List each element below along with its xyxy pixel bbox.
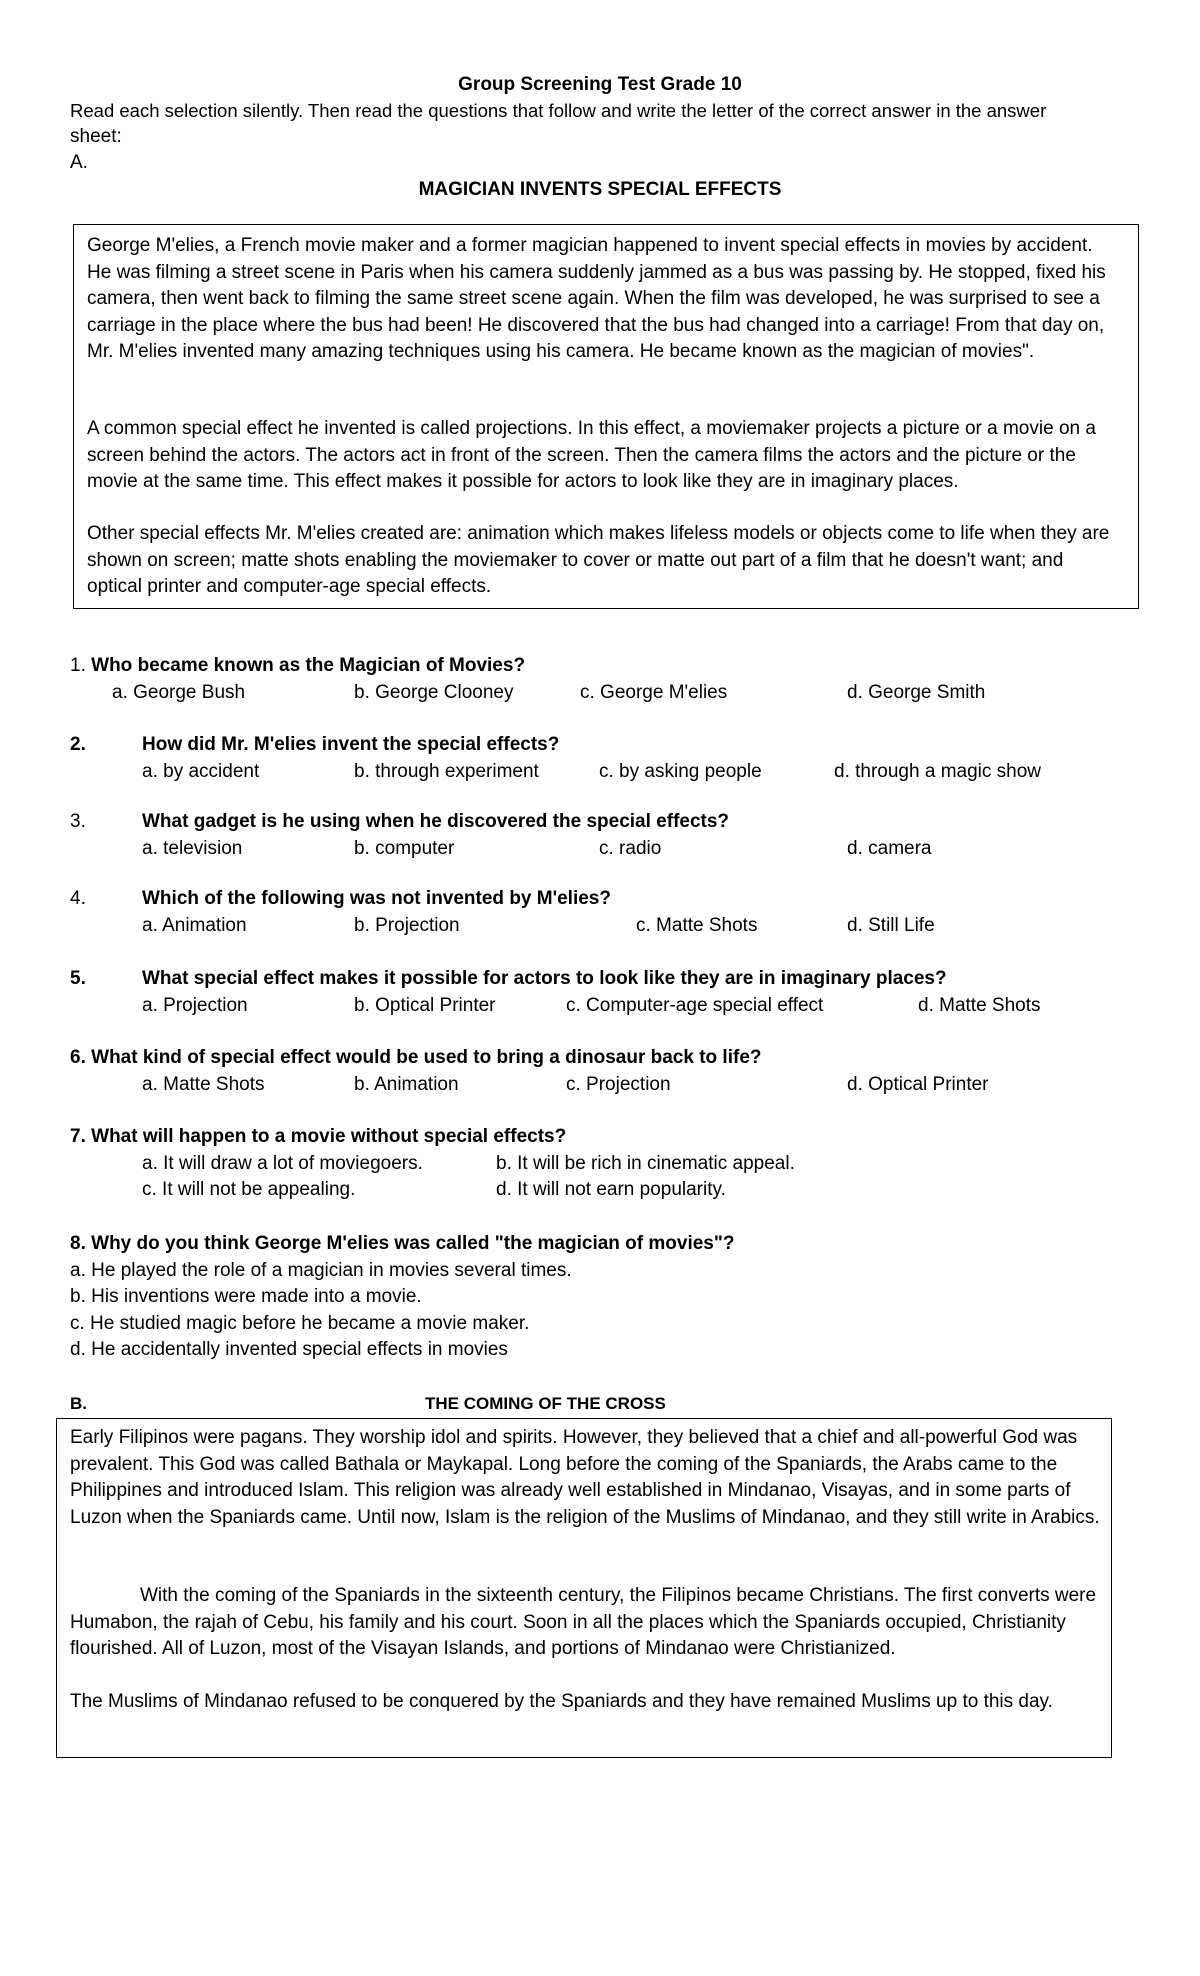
option: b. Projection	[354, 915, 460, 936]
question-number: 1.	[70, 655, 86, 676]
option: b. His inventions were made into a movie.	[70, 1286, 422, 1307]
question-7	[70, 1124, 566, 1149]
option: b. computer	[354, 838, 455, 859]
option: c. radio	[599, 838, 662, 859]
question-text: What will happen to a movie without special effects?	[91, 1126, 567, 1147]
option: c. It will not be appealing.	[142, 1179, 356, 1200]
option: b. George Clooney	[354, 682, 514, 703]
question-text: Why do you think George M'elies was called "the magician of movies"?	[91, 1233, 735, 1254]
passage-a-paragraph-3: Other special effects Mr. M'elies created are: animation which makes lifeless models or objects come to life when they are shown on screen; matte shots enabling the moviemaker to cover or matte out part of a film that he doesn't want; and optical printer and computer-age special effects.	[87, 523, 1110, 597]
question-2-number: 2.	[70, 734, 86, 755]
section-a-title: MAGICIAN INVENTS SPECIAL EFFECTS	[418, 179, 782, 200]
option: b. It will be rich in cinematic appeal.	[496, 1153, 795, 1174]
page-title: Group Screening Test Grade 10	[458, 74, 742, 95]
option: a. He played the role of a magician in movies several times.	[70, 1260, 572, 1281]
passage-b-paragraph-1: Early Filipinos were pagans. They worship idol and spirits. However, they believed that a chief and all-powerful God was prevalent. This God was called Bathala or Maykapal. Long before the coming of the Spaniards, the Arabs came to the Philippines and introduced Islam. This religion was already well established in Mindanao, Visayas, and in some parts of Luzon when the Spaniards came. Until now, Islam is the religion of the Muslims of Mindanao, and they still write in Arabics.	[70, 1427, 1100, 1528]
option: d. camera	[847, 838, 932, 859]
passage-b-paragraph-3: The Muslims of Mindanao refused to be conquered by the Spaniards and they have remained Muslims up to this day.	[70, 1691, 1053, 1712]
section-b-title: THE COMING OF THE CROSS	[425, 1394, 666, 1413]
option: a. Animation	[142, 915, 247, 936]
option: b. through experiment	[354, 761, 539, 782]
passage-b-box	[56, 1418, 1112, 1758]
option: c. Matte Shots	[636, 915, 758, 936]
option: a. It will draw a lot of moviegoers.	[142, 1153, 423, 1174]
passage-a-box	[73, 224, 1139, 609]
question-3-number: 3.	[70, 811, 86, 832]
option: c. Projection	[566, 1074, 671, 1095]
option: a. Projection	[142, 995, 248, 1016]
option: c. He studied magic before he became a movie maker.	[70, 1313, 530, 1334]
question-6	[70, 1045, 762, 1070]
option: d. It will not earn popularity.	[496, 1179, 726, 1200]
option: a. George Bush	[112, 682, 246, 703]
question-number: 6.	[70, 1047, 86, 1068]
passage-a-paragraph-1: George M'elies, a French movie maker and a former magician happened to invent special effects in movies by accident. He was filming a street scene in Paris when his camera suddenly jammed as a bus was passing by. He stopped, fixed his camera, then went back to filming the same street scene again. When the film was developed, he was surprised to see a carriage in the place where the bus had been! He discovered that the bus had changed into a carriage! From that day on, Mr. M'elies invented many amazing techniques using his camera. He became known as the magician of movies".	[87, 235, 1106, 362]
question-5-text: What special effect makes it possible for actors to look like they are in imaginary places?	[142, 968, 947, 989]
question-3-text: What gadget is he using when he discovered the special effects?	[142, 811, 730, 832]
option: a. by accident	[142, 761, 260, 782]
option: d. He accidentally invented special effects in movies	[70, 1339, 508, 1360]
option: a. television	[142, 838, 243, 859]
instructions-line-2: sheet:	[70, 126, 122, 147]
question-1	[70, 653, 525, 678]
passage-b-paragraph-2: With the coming of the Spaniards in the sixteenth century, the Filipinos became Christians. The first converts were Humabon, the rajah of Cebu, his family and his court. Soon in all the places which the Spaniards occupied, Christianity flourished. All of Luzon, most of the Visayan Islands, and portions of Mindanao were Christianized.	[70, 1585, 1097, 1659]
passage-a-paragraph-2: A common special effect he invented is called projections. In this effect, a moviemaker projects a picture or a movie on a screen behind the actors. The actors act in front of the screen. Then the camera films the actors and the picture or the movie at the same time. This effect makes it possible for actors to look like they are in imaginary places.	[87, 418, 1096, 492]
option: c. by asking people	[599, 761, 762, 782]
question-2-text: How did Mr. M'elies invent the special effects?	[142, 734, 560, 755]
option: c. Computer-age special effect	[566, 995, 824, 1016]
section-a-label: A.	[70, 152, 88, 173]
option: d. George Smith	[847, 682, 986, 703]
question-number: 8.	[70, 1233, 86, 1254]
option: b. Animation	[354, 1074, 459, 1095]
option: a. Matte Shots	[142, 1074, 265, 1095]
question-5-number: 5.	[70, 968, 86, 989]
section-b-label: B.	[70, 1394, 87, 1413]
question-4-text: Which of the following was not invented by M'elies?	[142, 888, 611, 909]
option: b. Optical Printer	[354, 995, 496, 1016]
option: d. Optical Printer	[847, 1074, 989, 1095]
option: c. George M'elies	[580, 682, 728, 703]
question-text: What kind of special effect would be used to bring a dinosaur back to life?	[91, 1047, 762, 1068]
question-text: Who became known as the Magician of Movies?	[91, 655, 526, 676]
instructions-line-1: Read each selection silently. Then read the questions that follow and write the letter of the correct answer in the answer	[70, 100, 1047, 121]
question-8	[70, 1231, 735, 1256]
question-number: 7.	[70, 1126, 86, 1147]
question-4-number: 4.	[70, 888, 86, 909]
option: d. Still Life	[847, 915, 935, 936]
option: d. through a magic show	[834, 761, 1042, 782]
option: d. Matte Shots	[918, 995, 1041, 1016]
